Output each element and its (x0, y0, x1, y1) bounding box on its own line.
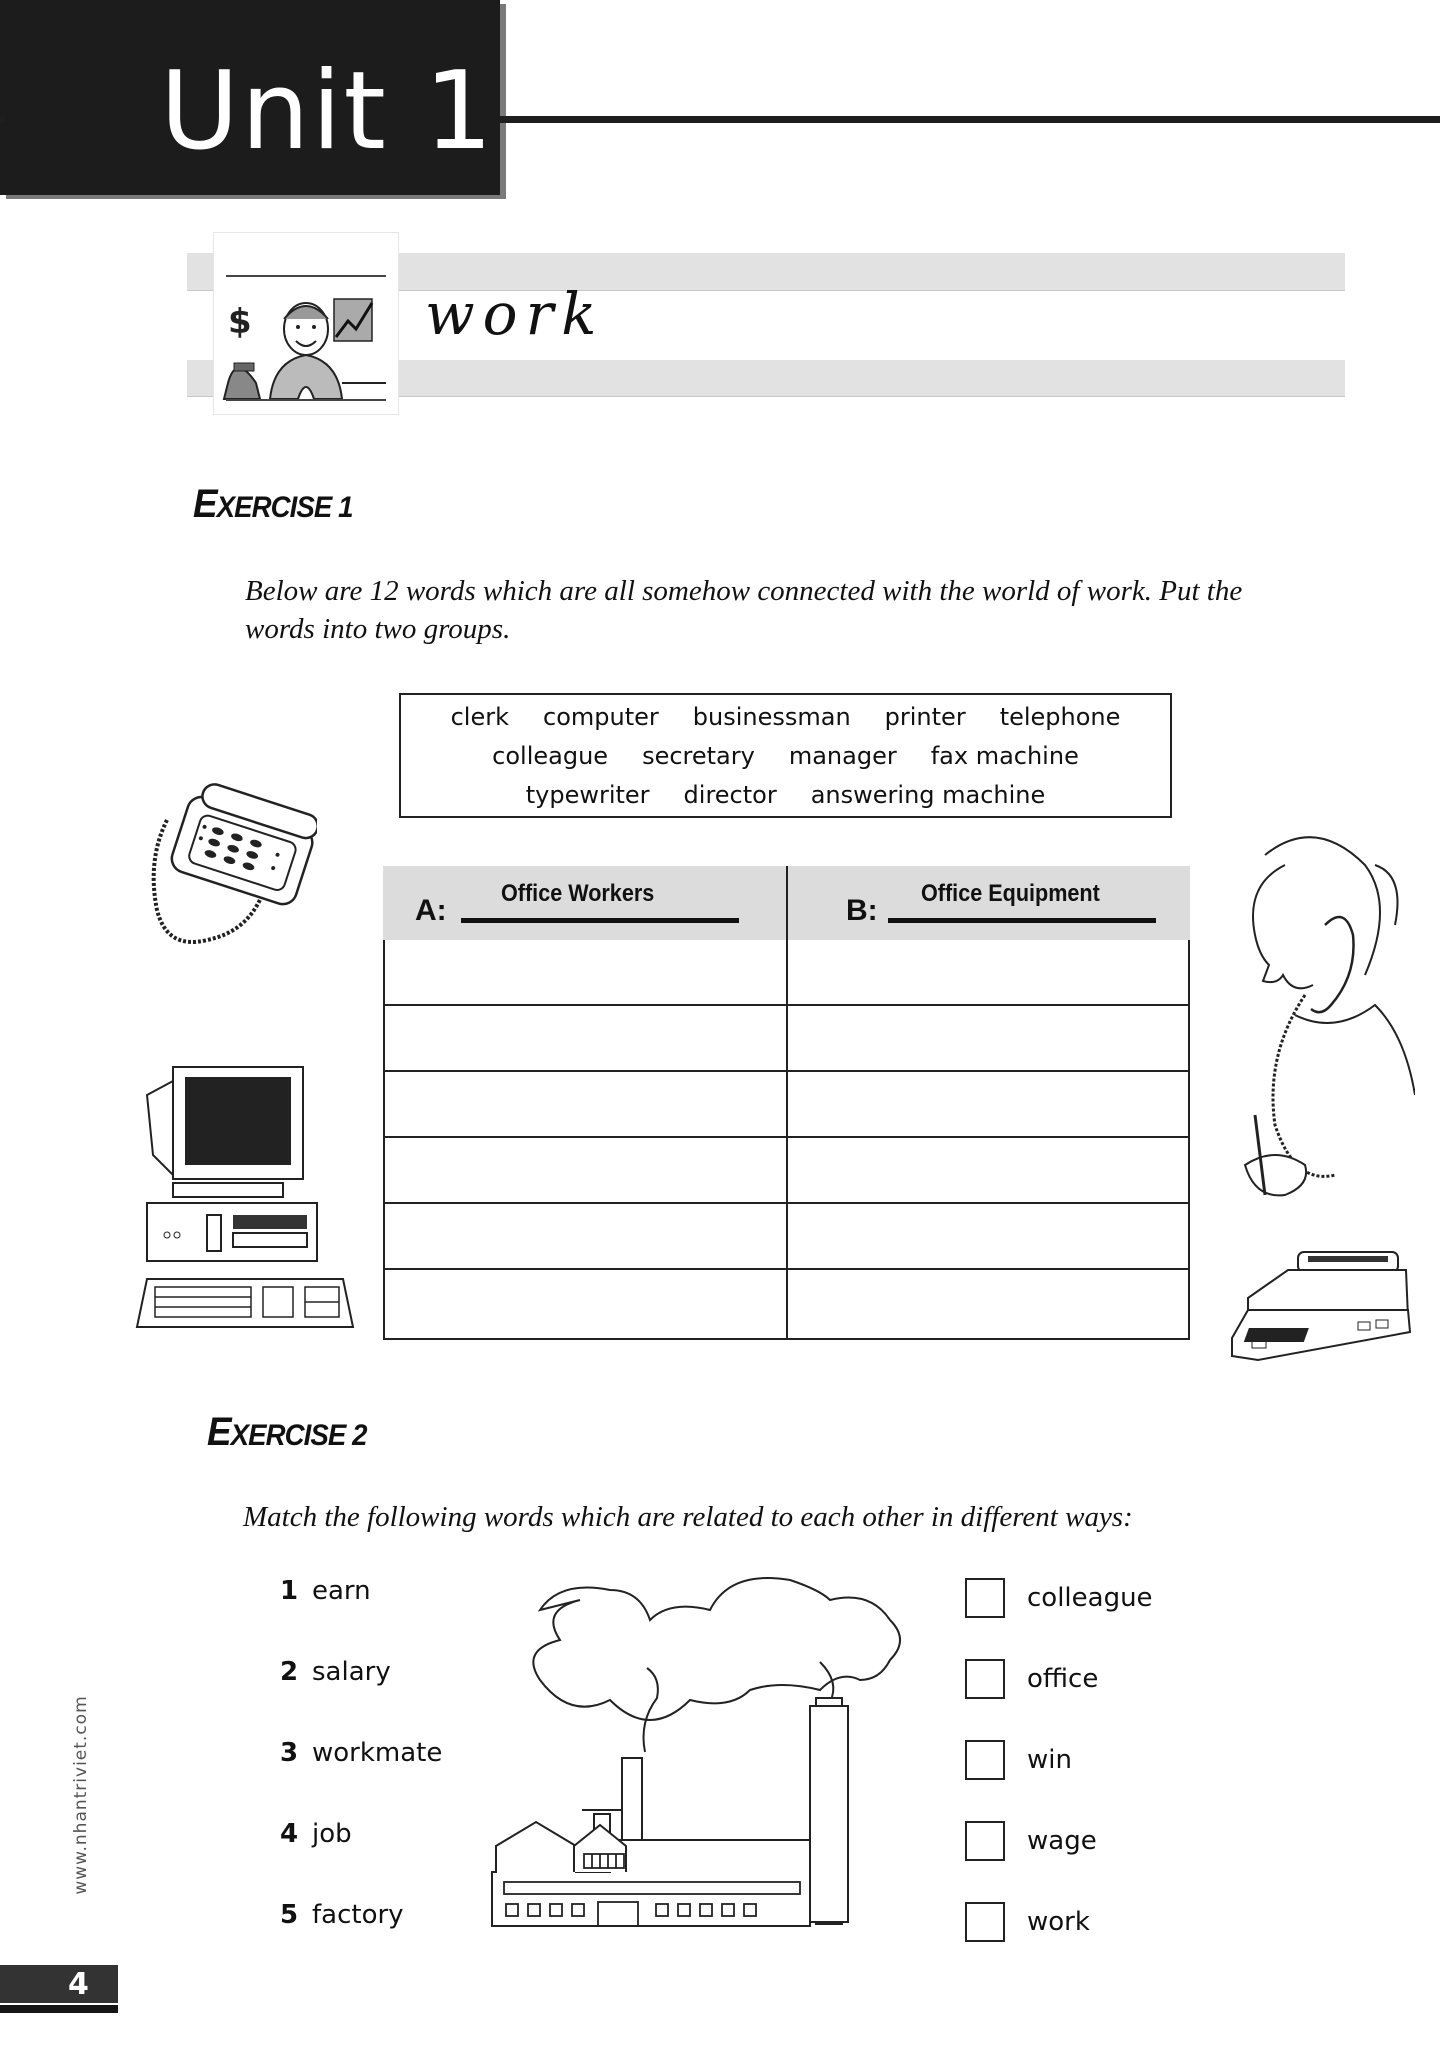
answer-cell-b[interactable] (790, 1072, 1188, 1136)
word-bank-item: businessman (692, 703, 851, 731)
grouping-table (383, 866, 1190, 1340)
option-word: colleague (1027, 1583, 1153, 1613)
item-word: job (312, 1819, 352, 1849)
answer-cell-a[interactable] (385, 1006, 788, 1070)
item-word: salary (312, 1657, 391, 1687)
item-number: 2 (280, 1657, 299, 1687)
option-word: work (1027, 1907, 1090, 1937)
column-a-letter: A: (415, 894, 447, 927)
header-rule (500, 116, 1440, 123)
header-rule-left (0, 116, 6, 123)
answer-checkbox[interactable] (965, 1578, 1005, 1618)
typewriter-icon (1228, 1248, 1413, 1363)
answer-cell-a[interactable] (385, 1270, 788, 1336)
svg-text:$: $ (228, 302, 252, 342)
word-bank-item: secretary (642, 742, 755, 770)
exercise-1-instruction-line1: Below are 12 words which are all somehow connected with the world of work. Put the (245, 575, 1243, 607)
exercise-2-title-rest: XERCISE 2 (230, 1419, 367, 1452)
item-word: earn (312, 1576, 371, 1606)
exercise-1-title-prefix: E (193, 482, 217, 526)
word-bank (399, 693, 1172, 818)
exercise-1-title-rest: XERCISE 1 (216, 491, 353, 524)
publisher-url (64, 1655, 98, 1935)
match-right-item (965, 1821, 1097, 1861)
match-left-item (280, 1819, 352, 1849)
match-left-item (280, 1738, 442, 1768)
match-right-item (965, 1659, 1098, 1699)
woman-on-phone-icon (1225, 825, 1415, 1220)
answer-cell-b[interactable] (790, 1006, 1188, 1070)
column-b-heading: Office Equipment (921, 880, 1100, 907)
businessman-icon (214, 233, 398, 414)
exercise-1-instructions (245, 572, 1345, 648)
factory-icon (480, 1570, 920, 1935)
answer-checkbox[interactable] (965, 1821, 1005, 1861)
item-number: 1 (280, 1576, 299, 1606)
answer-cell-b[interactable] (790, 1204, 1188, 1268)
word-bank-item: typewriter (525, 781, 650, 809)
answer-cell-a[interactable] (385, 1204, 788, 1268)
telephone-illustration (137, 780, 317, 955)
answer-cell-b[interactable] (790, 940, 1188, 1004)
exercise-1-instruction-line2: words into two groups. (245, 613, 511, 645)
word-bank-item: answering machine (810, 781, 1046, 809)
exercise-2-instruction: Match the following words which are related to each other in different ways: (243, 1501, 1133, 1533)
exercise-2-title-prefix: E (207, 1410, 231, 1454)
item-number: 5 (280, 1900, 299, 1930)
column-a-heading: Office Workers (501, 880, 655, 907)
word-bank-item: fax machine (930, 742, 1079, 770)
topic-title: work (425, 280, 605, 348)
item-word: workmate (312, 1738, 443, 1768)
table-column-divider (786, 866, 788, 1340)
publisher-url-text: www.nhantriviet.com (71, 1695, 91, 1895)
match-left-item (280, 1900, 404, 1930)
column-a-underline (461, 918, 739, 923)
column-b-letter: B: (846, 894, 878, 927)
word-bank-item: director (683, 781, 777, 809)
answer-cell-a[interactable] (385, 1138, 788, 1202)
item-number: 3 (280, 1738, 299, 1768)
word-bank-row-2 (401, 742, 1170, 770)
answer-cell-a[interactable] (385, 940, 788, 1004)
telephone-icon (137, 780, 317, 955)
answer-checkbox[interactable] (965, 1902, 1005, 1942)
woman-on-phone-illustration (1225, 825, 1415, 1220)
word-bank-item: telephone (999, 703, 1121, 731)
computer-illustration (133, 1065, 358, 1350)
exercise-2-title (207, 1410, 367, 1455)
match-left-item (280, 1657, 391, 1687)
answer-cell-b[interactable] (790, 1138, 1188, 1202)
word-bank-row-3 (401, 781, 1170, 809)
word-bank-item: computer (543, 703, 659, 731)
option-word: office (1027, 1664, 1099, 1694)
word-bank-row-1 (401, 703, 1170, 731)
item-number: 4 (280, 1819, 299, 1849)
typewriter-illustration (1228, 1248, 1413, 1363)
answer-checkbox[interactable] (965, 1659, 1005, 1699)
answer-cell-b[interactable] (790, 1270, 1188, 1336)
factory-illustration (480, 1570, 920, 1935)
word-bank-item: printer (884, 703, 966, 731)
match-right-item (965, 1902, 1090, 1942)
answer-checkbox[interactable] (965, 1740, 1005, 1780)
item-word: factory (312, 1900, 404, 1930)
businessman-illustration (213, 232, 399, 415)
computer-icon (133, 1065, 358, 1350)
match-right-item (965, 1740, 1072, 1780)
page-number: 4 (68, 1967, 89, 2002)
page-number-box (0, 1965, 118, 2003)
page-number-bar (0, 2005, 118, 2013)
unit-title: Unit 1 (160, 49, 495, 174)
option-word: win (1027, 1745, 1072, 1775)
column-b-underline (888, 918, 1156, 923)
answer-cell-a[interactable] (385, 1072, 788, 1136)
word-bank-item: manager (788, 742, 897, 770)
option-word: wage (1027, 1826, 1097, 1856)
match-right-item (965, 1578, 1153, 1618)
word-bank-item: colleague (492, 742, 609, 770)
match-left-item (280, 1576, 371, 1606)
word-bank-item: clerk (450, 703, 509, 731)
exercise-1-title (193, 482, 353, 527)
